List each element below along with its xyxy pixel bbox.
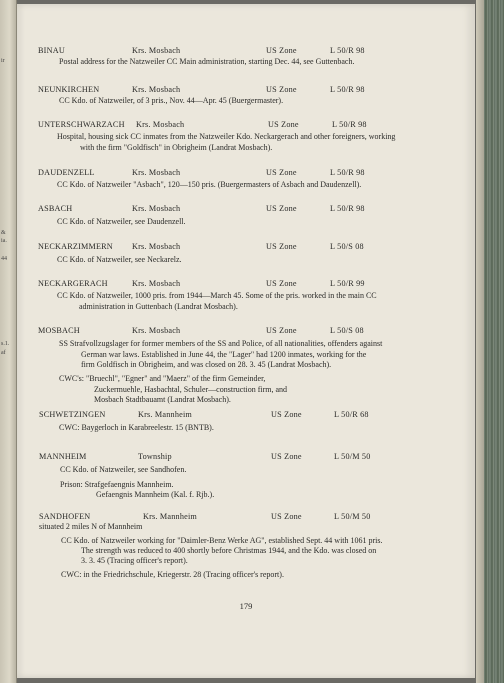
map-reference: L 50/S 08	[330, 326, 364, 335]
adjacent-page-edge	[0, 0, 17, 683]
district: Krs. Mosbach	[132, 242, 181, 251]
entry-text: The strength was reduced to 400 shortly before Christmas 1944, and the Kdo. was closed on	[81, 546, 377, 555]
zone: US Zone	[266, 46, 297, 55]
place-name: ASBACH	[38, 204, 73, 213]
district: Krs. Mosbach	[132, 279, 181, 288]
map-reference: L 50/R 98	[332, 120, 367, 129]
place-name: MOSBACH	[38, 326, 80, 335]
margin-mark: ir	[1, 58, 5, 64]
entry-text: CC Kdo. of Natzweiler "Asbach", 120—150 pris. (Buergermasters of Asbach and Daudenzell).	[57, 180, 362, 189]
district: Krs. Mosbach	[132, 204, 181, 213]
entry-text: German war laws. Established in June 44, the "Lager" had 1200 inmates, working for the	[81, 350, 367, 359]
entry-text: Gefaengnis Mannheim (Kal. f. Rjb.).	[96, 490, 215, 499]
entry-header	[17, 326, 475, 338]
place-name: DAUDENZELL	[38, 168, 95, 177]
entry-header	[17, 410, 475, 422]
zone: US Zone	[271, 512, 302, 521]
entry-text: CC Kdo. of Natzweiler, see Daudenzell.	[57, 217, 186, 226]
entry-header	[17, 120, 475, 132]
page-number: 179	[239, 601, 253, 611]
zone: US Zone	[266, 242, 297, 251]
map-reference: L 50/R 99	[330, 279, 365, 288]
entry-text: CWC: Baygerloch in Karabreelestr. 15 (BNTB).	[59, 423, 214, 432]
zone: US Zone	[271, 452, 302, 461]
place-name: UNTERSCHWARZACH	[38, 120, 125, 129]
entry-text: firm Goldfisch in Obrigheim, and was closed on 28. 3. 45 (Landrat Mosbach).	[81, 360, 332, 369]
entry-text: Zuckermuehle, Hasbachtal, Schuler—construction firm, and	[94, 385, 288, 394]
zone: US Zone	[268, 120, 299, 129]
entry-text: CWC's: "Bruechl", "Egner" and "Maerz" of the firm Gemeinder,	[59, 374, 266, 383]
margin-mark: 44	[1, 256, 7, 262]
district: Krs. Mannheim	[143, 512, 197, 521]
zone: US Zone	[266, 326, 297, 335]
entry-header	[17, 242, 475, 254]
district: Krs. Mosbach	[132, 168, 181, 177]
zone: US Zone	[266, 204, 297, 213]
place-name: SCHWETZINGEN	[39, 410, 106, 419]
entry-text: situated 2 miles N of Mannheim	[39, 522, 143, 531]
entry-header	[17, 279, 475, 291]
map-reference: L 50/M 50	[334, 452, 371, 461]
entry-text: with the firm "Goldfisch" in Obrigheim (Landrat Mosbach).	[80, 143, 273, 152]
district: Township	[138, 452, 172, 461]
entry-text: Prison: Strafgefaengnis Mannheim.	[60, 480, 174, 489]
entry-header	[17, 204, 475, 216]
entry-header	[17, 168, 475, 180]
district: Krs. Mannheim	[138, 410, 192, 419]
entry-text: CC Kdo. of Natzweiler, of 3 pris., Nov. 44—Apr. 45 (Buergermaster).	[59, 96, 284, 105]
map-reference: L 50/M 50	[334, 512, 371, 521]
entry-text: Mosbach Stadtbauamt (Landrat Mosbach).	[94, 395, 231, 404]
entry-text: administration in Guttenbach (Landrat Mosbach).	[79, 302, 238, 311]
place-name: NECKARGERACH	[38, 279, 108, 288]
place-name: MANNHEIM	[39, 452, 87, 461]
zone: US Zone	[271, 410, 302, 419]
entry-text: CWC: in the Friedrichschule, Kriegerstr. 28 (Tracing officer's report).	[61, 570, 284, 579]
zone: US Zone	[266, 85, 297, 94]
entry-text: SS Strafvollzugslager for former members of the SS and Police, of all nationalities, offenders against	[59, 339, 383, 348]
entry-header	[17, 452, 475, 464]
entry-text: CC Kdo. of Natzweiler, 1000 pris. from 1944—March 45. Some of the pris. worked in the main CC	[57, 291, 377, 300]
margin-mark: s.1.	[1, 341, 10, 347]
book-page	[17, 4, 475, 678]
entry-text: 3. 3. 45 (Tracing officer's report).	[81, 556, 188, 565]
zone: US Zone	[266, 168, 297, 177]
margin-mark: af	[1, 350, 6, 356]
entry-text: Postal address for the Natzweiler CC Main administration, starting Dec. 44, see Guttenbach.	[59, 57, 355, 66]
margin-mark: &	[1, 230, 6, 236]
district: Krs. Mosbach	[132, 46, 181, 55]
district: Krs. Mosbach	[136, 120, 185, 129]
entry-text: Hospital, housing sick CC inmates from the Natzweiler Kdo. Neckargerach and other foreigners, working	[57, 132, 396, 141]
entry-text: CC Kdo. of Natzweiler, see Sandhofen.	[60, 465, 187, 474]
district: Krs. Mosbach	[132, 326, 181, 335]
map-reference: L 50/R 98	[330, 204, 365, 213]
place-name: NECKARZIMMERN	[38, 242, 113, 251]
map-reference: L 50/S 08	[330, 242, 364, 251]
place-name: SANDHOFEN	[39, 512, 91, 521]
margin-mark: ia.	[1, 238, 7, 244]
map-reference: L 50/R 68	[334, 410, 369, 419]
map-reference: L 50/R 98	[330, 168, 365, 177]
place-name: NEUNKIRCHEN	[38, 85, 100, 94]
map-reference: L 50/R 98	[330, 46, 365, 55]
entry-text: CC Kdo. of Natzweiler working for "Daimler-Benz Werke AG", established Sept. 44 with 1061 pris.	[61, 536, 383, 545]
zone: US Zone	[266, 279, 297, 288]
district: Krs. Mosbach	[132, 85, 181, 94]
book-page-edges	[476, 0, 504, 683]
place-name: BINAU	[38, 46, 65, 55]
entry-text: CC Kdo. of Natzweiler, see Neckarelz.	[57, 255, 182, 264]
map-reference: L 50/R 98	[330, 85, 365, 94]
